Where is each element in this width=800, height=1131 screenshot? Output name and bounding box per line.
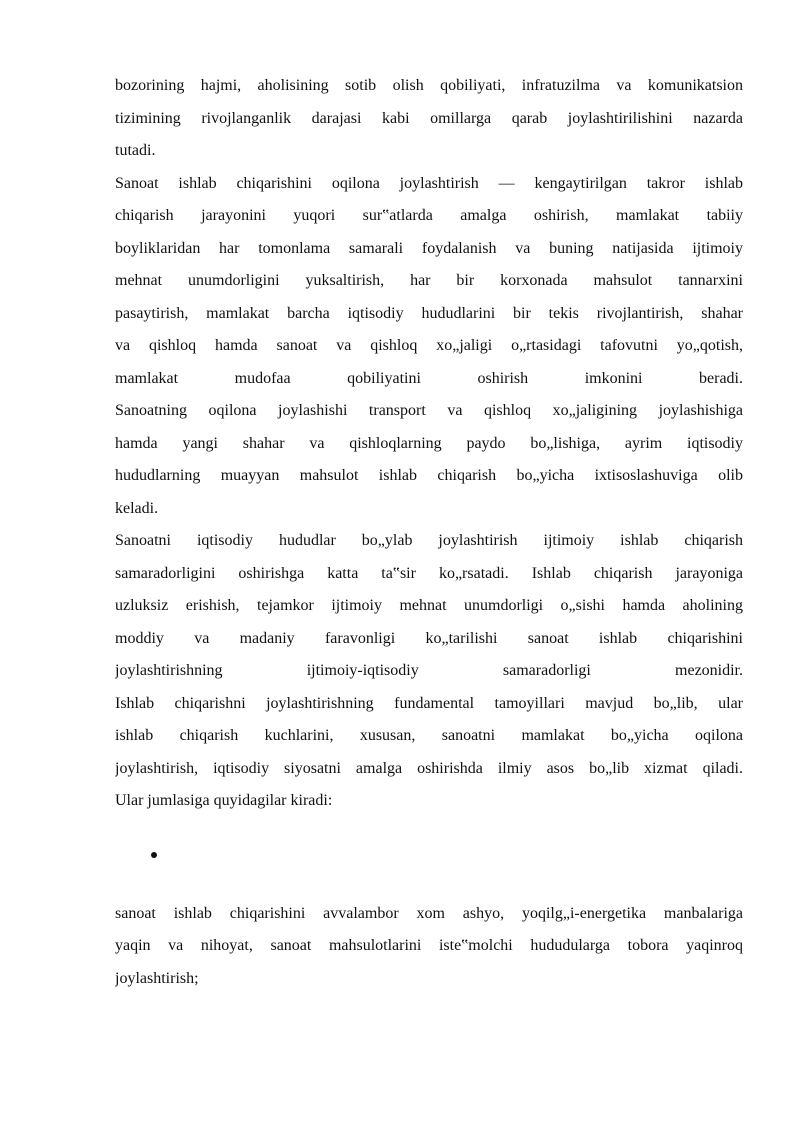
list-item-line: yaqin va nihoyat, sanoat mahsulotlarini iste‟molchi hududularga tobora yaqinroq — [115, 937, 743, 954]
paragraph-line: Ishlab chiqarishni joylashtirishning fundamental tamoyillari mavjud bo„lib, ular — [115, 694, 743, 712]
bullet-icon — [151, 852, 157, 858]
paragraph-line: Ular jumlasiga quyidagilar kiradi: — [115, 792, 333, 809]
paragraph-line: bozorining hajmi, aholisining sotib olish qobiliyati, infratuzilma va komunikatsion — [115, 77, 743, 94]
bullet-row — [115, 818, 743, 898]
paragraph-line: mehnat unumdorligini yuksaltirish, har bir korxonada mahsulot tannarxini — [115, 272, 743, 289]
paragraph-line: ishlab chiqarish kuchlarini, xususan, sanoatni mamlakat bo„yicha oqilona — [115, 727, 743, 744]
paragraph-line: tutadi. — [115, 142, 156, 159]
paragraph-line: joylashtirishning ijtimoiy-iqtisodiy samaradorligi mezonidir. — [115, 662, 743, 679]
paragraph — [115, 525, 743, 688]
paragraph-line: pasaytirish, mamlakat barcha iqtisodiy hududlarini bir tekis rivojlantirish, shahar — [115, 304, 743, 322]
paragraph-line: moddiy va madaniy faravonligi ko„tarilishi sanoat ishlab chiqarishini — [115, 629, 743, 647]
document-page — [115, 70, 743, 995]
paragraph-line: joylashtirish, iqtisodiy siyosatni amalga oshirishda ilmiy asos bo„lib xizmat qiladi. — [115, 759, 743, 777]
list-item — [115, 898, 743, 996]
list-item-line: joylashtirish; — [115, 969, 199, 987]
paragraph-line: samaradorligini oshirishga katta ta‟sir ko„rsatadi. Ishlab chiqarish jarayoniga — [115, 564, 743, 582]
paragraph-line: Sanoatning oqilona joylashishi transport va qishloq xo„jaligining joylashishiga — [115, 402, 743, 419]
paragraph-line: keladi. — [115, 499, 159, 517]
paragraph-line: chiqarish jarayonini yuqori sur‟atlarda amalga oshirish, mamlakat tabiiy — [115, 207, 743, 224]
paragraph-line: mamlakat mudofaa qobiliyatini oshirish imkonini beradi. — [115, 369, 743, 387]
paragraph-line: boyliklaridan har tomonlama samarali foydalanish va buning natijasida ijtimoiy — [115, 239, 743, 257]
paragraph-line: Sanoatni iqtisodiy hududlar bo„ylab joylashtirish ijtimoiy ishlab chiqarish — [115, 532, 743, 549]
paragraph-line: hududlarning muayyan mahsulot ishlab chiqarish bo„yicha ixtisoslashuviga olib — [115, 467, 743, 484]
paragraph-line: uzluksiz erishish, tejamkor ijtimoiy mehnat unumdorligi o„sishi hamda aholining — [115, 597, 743, 614]
paragraph — [115, 688, 743, 818]
paragraph — [115, 70, 743, 168]
paragraph — [115, 168, 743, 396]
paragraph — [115, 395, 743, 525]
list-item-line: sanoat ishlab chiqarishini avvalambor xom ashyo, yoqilg„i-energetika manbalariga — [115, 904, 743, 922]
paragraph-line: tizimining rivojlanganlik darajasi kabi omillarga qarab joylashtirilishini nazarda — [115, 109, 743, 127]
paragraph-line: hamda yangi shahar va qishloqlarning paydo bo„lishiga, ayrim iqtisodiy — [115, 434, 743, 452]
paragraphs-container — [115, 70, 743, 818]
paragraph-line: Sanoat ishlab chiqarishini oqilona joylashtirish — kengaytirilgan takror ishlab — [115, 174, 743, 192]
paragraph-line: va qishloq hamda sanoat va qishloq xo„jaligi o„rtasidagi tafovutni yo„qotish, — [115, 337, 743, 354]
